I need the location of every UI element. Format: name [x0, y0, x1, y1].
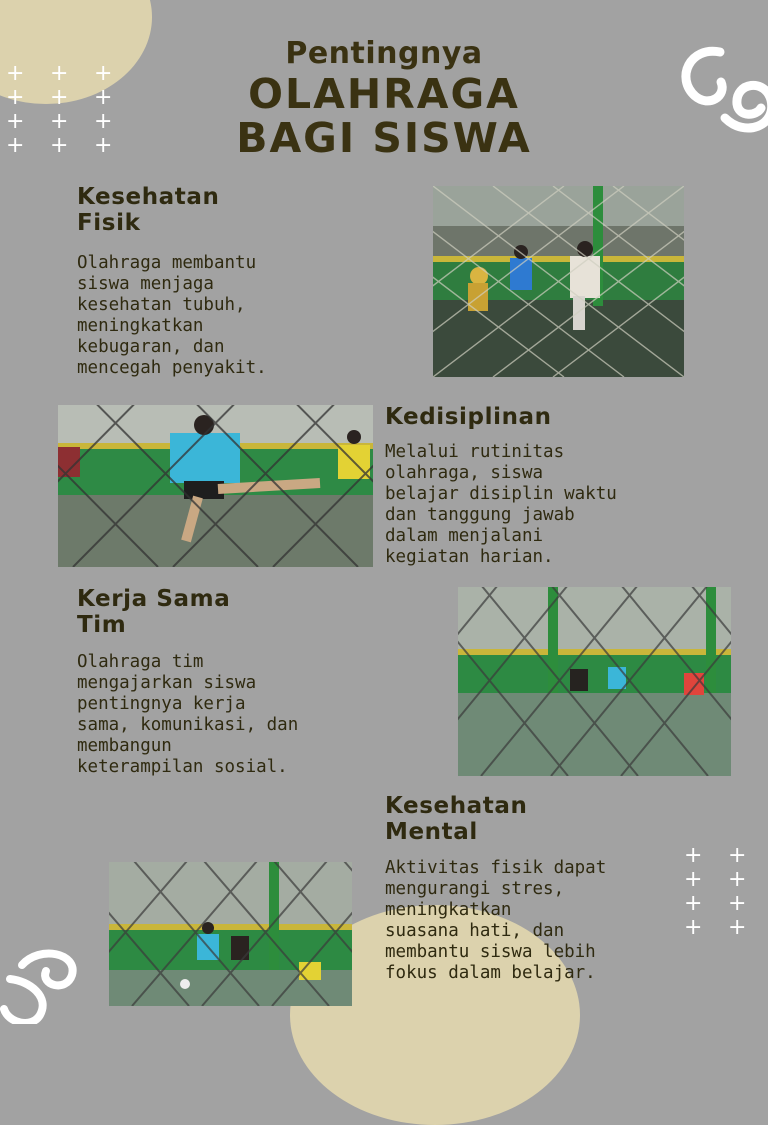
- section-text-kesehatan-mental: Aktivitas fisik dapat mengurangi stres, meningkatkan suasana hati, dan membantu siswa lebih fokus dalam belajar.: [385, 858, 607, 983]
- plus-pattern-top-left: + + + + + + + + + + + +: [6, 61, 113, 158]
- plus-pattern-bottom-right: + + + + + + + +: [684, 843, 747, 940]
- section-heading-kesehatan-mental: Kesehatan Mental: [385, 793, 528, 845]
- futsal-photo-4: [109, 862, 352, 1006]
- section-heading-kedisiplinan: Kedisiplinan: [385, 404, 552, 430]
- title-line-2: OLAHRAGA: [248, 70, 520, 118]
- swirl-icon-bottom-left: [0, 945, 90, 1024]
- section-heading-kesehatan-fisik: Kesehatan Fisik: [77, 184, 220, 236]
- section-text-kerja-sama-tim: Olahraga tim mengajarkan siswa pentingnya kerja sama, komunikasi, dan membangun keterampilan sosial.: [77, 652, 299, 777]
- futsal-photo-1: [433, 186, 684, 377]
- title-line-3: BAGI SISWA: [236, 114, 532, 162]
- section-text-kedisiplinan: Melalui rutinitas olahraga, siswa belajar disiplin waktu dan tanggung jawab dalam menjalani kegiatan harian.: [385, 442, 617, 567]
- futsal-photo-3: [458, 587, 731, 776]
- futsal-photo-2: [58, 405, 373, 567]
- title-line-1: Pentingnya: [285, 36, 483, 71]
- section-heading-kerja-sama-tim: Kerja Sama Tim: [77, 586, 231, 638]
- section-text-kesehatan-fisik: Olahraga membantu siswa menjaga kesehatan tubuh, meningkatkan kebugaran, dan mencegah penyakit.: [77, 253, 267, 378]
